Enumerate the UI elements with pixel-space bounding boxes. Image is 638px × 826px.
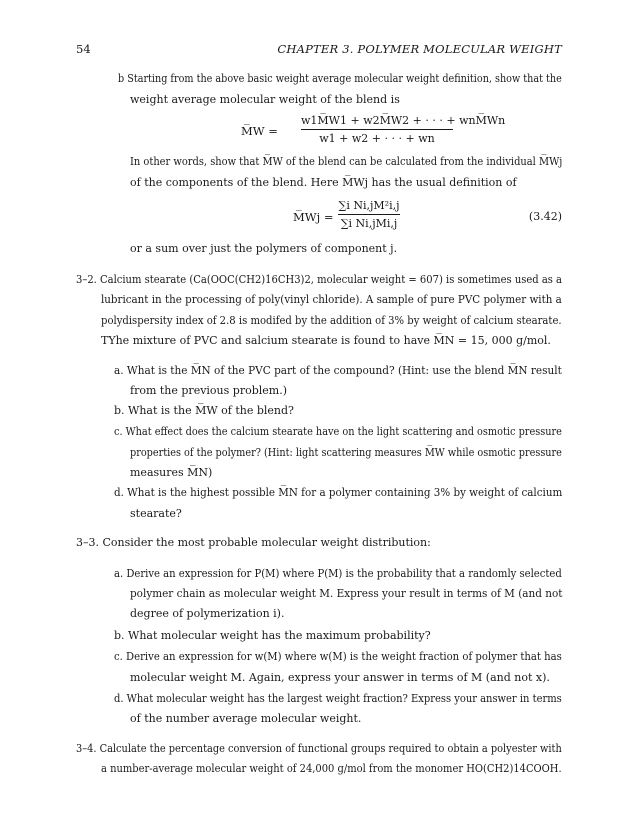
problem-3-2-line-2: lubricant in the processing of poly(vinyl chloride). A sample of pure PVC polymer with a (101, 293, 562, 306)
problem-3-2-d-line-1: d. What is the highest possible M̅N for a polymer containing 3% by weight of calcium (114, 486, 563, 499)
equation-1-lhs: M̅W = (241, 124, 278, 138)
problem-3-2-line-3: polydispersity index of 2.8 is modifed by the addition of 3% by weight of calcium stearate. (101, 314, 562, 327)
problem-3-4-line-2: a number-average molecular weight of 24,000 g/mol from the monomer HO(CH2)14COOH. (101, 762, 562, 775)
problem-3-3-c-line-1: c. Derive an expression for w(M) where w(M) is the weight fraction of polymer that has (114, 650, 562, 663)
part-b-line-4: of the components of the blend. Here M̅Wj has the usual definition of (130, 176, 517, 189)
part-b-line-2: weight average molecular weight of the blend is (130, 93, 400, 106)
problem-3-3-c-line-2: molecular weight M. Again, express your answer in terms of M (and not x). (130, 671, 550, 684)
equation-number: (3.42) (528, 210, 562, 223)
problem-3-2-a-line-1: a. What is the M̅N of the PVC part of the compound? (Hint: use the blend M̅N result (114, 364, 562, 377)
problem-3-2-line-1: 3–2. Calcium stearate (Ca(OOC(CH2)16CH3)2, molecular weight = 607) is sometimes used as a (76, 273, 563, 286)
problem-3-2-b-line-1: b. What is the M̅W of the blend? (114, 404, 294, 417)
fraction-bar (338, 214, 400, 215)
fraction-bar (301, 129, 453, 130)
problem-3-3-a-line-2: polymer chain as molecular weight M. Express your result in terms of M (and not (130, 587, 563, 600)
problem-3-2-c-line-3: measures M̅N) (130, 466, 213, 479)
equation-1-denominator: w1 + w2 + · · · + wn (319, 132, 435, 145)
equation-1-fraction (301, 114, 506, 145)
equation-2-fraction (338, 199, 400, 230)
problem-3-3-d-line-2: of the number average molecular weight. (130, 712, 362, 725)
problem-3-3-d-line-1: d. What molecular weight has the largest weight fraction? Express your answer in terms (114, 692, 562, 705)
part-b-line-5: or a sum over just the polymers of component j. (130, 242, 398, 255)
problem-3-4-line-1: 3–4. Calculate the percentage conversion of functional groups required to obtain a polyester with (76, 742, 562, 755)
problem-3-3-line-1: 3–3. Consider the most probable molecular weight distribution: (76, 536, 431, 549)
equation-1-numerator: w1M̅W1 + w2M̅W2 + · · · + wnM̅Wn (301, 114, 506, 127)
problem-3-2-c-line-1: c. What effect does the calcium stearate have on the light scattering and osmotic pressure (114, 425, 562, 438)
page-number: 54 (76, 42, 91, 56)
problem-3-3-a-line-1: a. Derive an expression for P(M) where P(M) is the probability that a randomly selected (114, 567, 562, 580)
running-header: CHAPTER 3. POLYMER MOLECULAR WEIGHT (277, 42, 562, 56)
problem-3-3-b-line-1: b. What molecular weight has the maximum probability? (114, 629, 431, 642)
problem-3-2-line-4: TYhe mixture of PVC and salcium stearate is found to have M̅N = 15, 000 g/mol. (101, 334, 551, 347)
equation-2-lhs: M̅Wj = (293, 210, 334, 224)
problem-3-2-a-line-2: from the previous problem.) (130, 384, 287, 397)
equation-2-denominator: ∑i Ni,jMi,j (340, 217, 398, 230)
part-b-line-1: b Starting from the above basic weight average molecular weight definition, show that the (118, 72, 562, 85)
equation-2-numerator: ∑i Ni,jM²i,j (338, 199, 400, 212)
problem-3-3-a-line-3: degree of polymerization i). (130, 607, 285, 620)
part-b-line-3: In other words, show that M̅W of the blend can be calculated from the individual M̅Wj (130, 155, 563, 168)
problem-3-2-c-line-2: properties of the polymer? (Hint: light scattering measures M̅W while osmotic pressure (130, 446, 562, 459)
problem-3-2-d-line-2: stearate? (130, 507, 182, 520)
